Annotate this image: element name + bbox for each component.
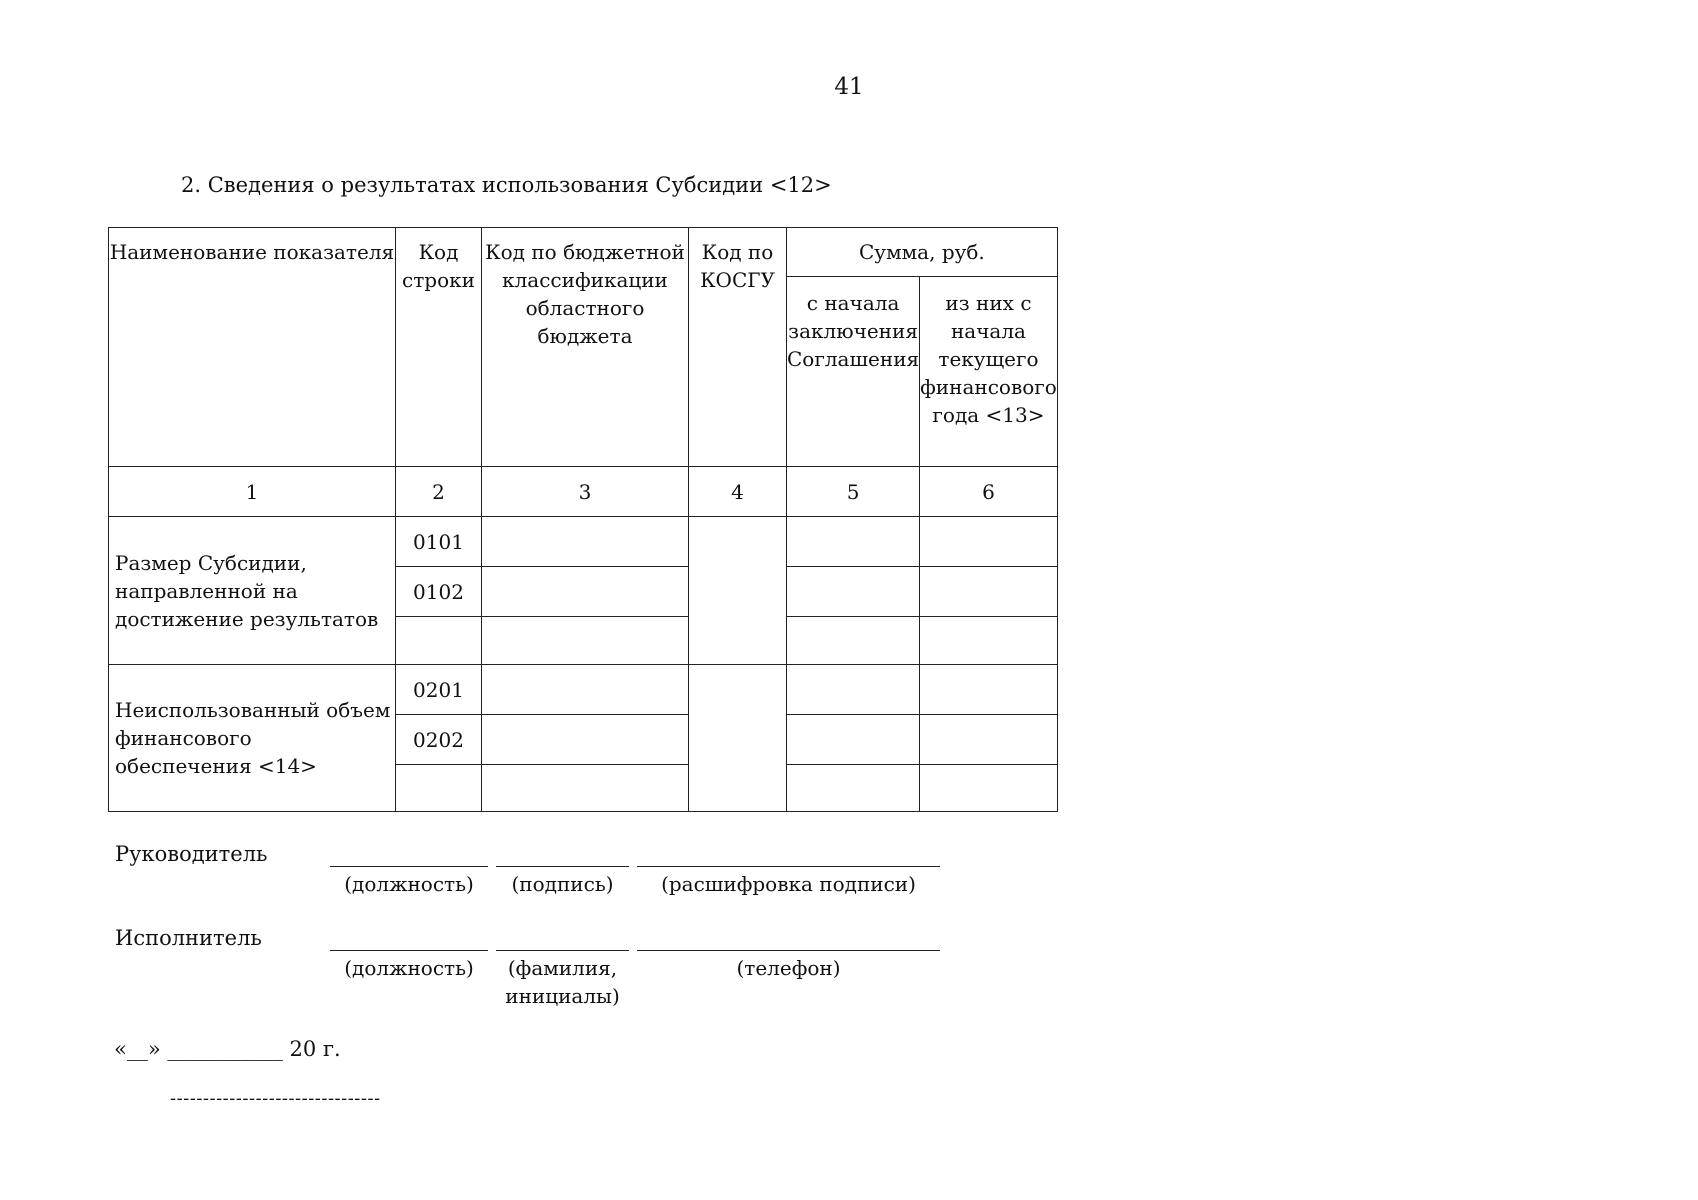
executor-phone-caption: (телефон) (736, 956, 841, 980)
row-code (396, 765, 482, 812)
results-table (108, 227, 1058, 812)
budget-code-cell (482, 715, 689, 765)
column-number: 3 (482, 467, 689, 517)
head-position-caption: (должность) (344, 872, 474, 896)
row-code: 0202 (396, 715, 482, 765)
header-indicator-name: Наименование показателя (109, 228, 396, 467)
column-number: 2 (396, 467, 482, 517)
head-signature-caption: (подпись) (511, 872, 614, 896)
indicator-label: Неиспользованный объем финансового обеспечения <14> (109, 665, 396, 812)
executor-name-line (496, 950, 629, 951)
budget-code-cell (482, 617, 689, 665)
column-number: 6 (920, 467, 1058, 517)
footnote-separator: -------------------------------- (170, 1088, 381, 1109)
header-budget-code: Код по бюджетной классификации областного бюджета (482, 228, 689, 467)
table-row (109, 517, 1058, 567)
budget-code-cell (482, 765, 689, 812)
row-code (396, 617, 482, 665)
column-number: 1 (109, 467, 396, 517)
budget-code-cell (482, 665, 689, 715)
sum-since-agreement-cell (787, 567, 920, 617)
date-line: «__» ___________ 20 г. (114, 1037, 341, 1061)
kosgu-cell (689, 517, 787, 665)
executor-position-line (330, 950, 488, 951)
row-code: 0102 (396, 567, 482, 617)
head-name-line (637, 866, 940, 867)
head-name-caption: (расшифровка подписи) (661, 872, 916, 896)
head-signature-line (496, 866, 629, 867)
header-since-year: из них с начала текущего финансового года <13> (920, 277, 1058, 467)
sum-since-year-cell (920, 715, 1058, 765)
section-title: 2. Сведения о результатах использования Субсидии <12> (181, 173, 832, 197)
sum-since-agreement-cell (787, 517, 920, 567)
row-code: 0201 (396, 665, 482, 715)
sum-since-year-cell (920, 665, 1058, 715)
indicator-label: Размер Субсидии, направленной на достижение результатов (109, 517, 396, 665)
sum-since-agreement-cell (787, 715, 920, 765)
sum-since-agreement-cell (787, 765, 920, 812)
header-sum: Сумма, руб. (787, 228, 1058, 277)
kosgu-cell (689, 665, 787, 812)
sum-since-agreement-cell (787, 617, 920, 665)
column-number: 5 (787, 467, 920, 517)
page-number: 41 (834, 74, 864, 100)
header-kosgu: Код по КОСГУ (689, 228, 787, 467)
sum-since-year-cell (920, 765, 1058, 812)
header-since-agreement: с начала заключения Соглашения (787, 277, 920, 467)
budget-code-cell (482, 567, 689, 617)
head-label: Руководитель (115, 842, 268, 866)
sum-since-year-cell (920, 517, 1058, 567)
sum-since-year-cell (920, 567, 1058, 617)
executor-label: Исполнитель (115, 926, 262, 950)
sum-since-agreement-cell (787, 665, 920, 715)
head-position-line (330, 866, 488, 867)
executor-position-caption: (должность) (344, 956, 474, 980)
table-row (109, 665, 1058, 715)
header-row-code: Код строки (396, 228, 482, 467)
budget-code-cell (482, 517, 689, 567)
executor-phone-line (637, 950, 940, 951)
sum-since-year-cell (920, 617, 1058, 665)
executor-name-caption: (фамилия, инициалы) (505, 956, 620, 1008)
column-number: 4 (689, 467, 787, 517)
row-code: 0101 (396, 517, 482, 567)
